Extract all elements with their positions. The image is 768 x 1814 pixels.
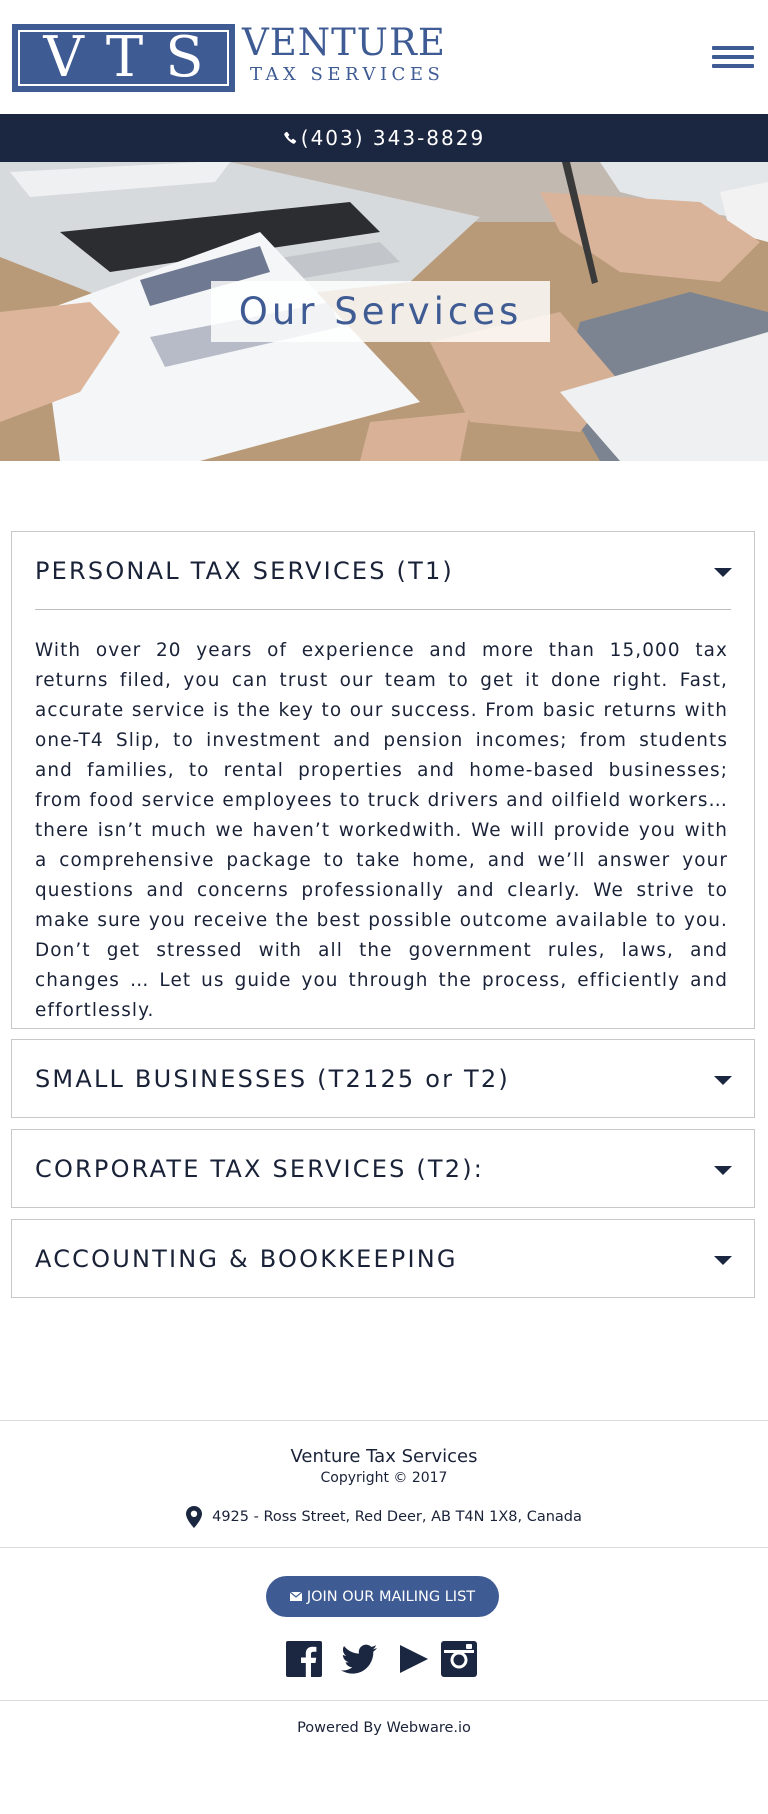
logo-letters: VTS (43, 25, 226, 90)
map-pin-icon (186, 1506, 202, 1528)
join-mailing-list-button[interactable] (266, 1576, 499, 1617)
phone-icon (283, 131, 297, 145)
caret-down-icon[interactable] (714, 1166, 732, 1175)
page-title: Our Services (238, 290, 523, 333)
caret-down-icon[interactable] (714, 568, 732, 577)
hero-title-box (211, 281, 550, 342)
accordion-header-personal-tax[interactable] (12, 532, 754, 609)
footer-divider (0, 1547, 768, 1548)
accordion-header-corporate-tax[interactable] (12, 1130, 754, 1207)
hero-banner (0, 162, 768, 461)
instagram-icon[interactable] (441, 1641, 477, 1677)
address-text: 4925 - Ross Street, Red Deer, AB T4N 1X8, Canada (212, 1509, 582, 1525)
logo[interactable] (12, 24, 235, 92)
accordion-header-small-businesses[interactable] (12, 1040, 754, 1117)
accordion-title: CORPORATE TAX SERVICES (T2): (35, 1154, 485, 1183)
footer-divider (0, 1700, 768, 1701)
site-header (0, 0, 768, 114)
mailing-list-label: JOIN OUR MAILING LIST (306, 1588, 476, 1605)
accordion-small-businesses (11, 1039, 755, 1118)
accordion-title: PERSONAL TAX SERVICES (T1) (35, 556, 454, 585)
brand-name: VENTURE (242, 21, 446, 64)
accordion-header-accounting[interactable] (12, 1220, 754, 1297)
footer-copyright: Copyright © 2017 (320, 1470, 448, 1486)
accordion-body: With over 20 years of experience and more than 15,000 tax returns filed, you can trust our team to get it done right. Fast, accurate service is the key to our success. From basic returns with one-T4 Slip, to investment and pension incomes; from students and families, to rental properties and home-based businesses; from food service employees to truck drivers and oilfield workers… there isn’t much we haven’t workedwith. We will provide you with a comprehensive package to take home, and we’ll answer your questions and concerns professionally and clearly. We strive to make sure you receive the best possible outcome available to you. Don’t get stressed with all the government rules, laws, and changes … Let us guide you through the process, efficiently and effortlessly. (35, 640, 728, 1021)
accordion-title: SMALL BUSINESSES (T2125 or T2) (35, 1064, 510, 1093)
footer-divider (0, 1420, 768, 1421)
caret-down-icon[interactable] (714, 1256, 732, 1265)
footer-address[interactable] (0, 1506, 768, 1528)
hamburger-icon[interactable] (712, 46, 754, 72)
caret-down-icon[interactable] (714, 1076, 732, 1085)
accordion-corporate-tax (11, 1129, 755, 1208)
accordion-title: ACCOUNTING & BOOKKEEPING (35, 1244, 458, 1273)
accordion-personal-tax (11, 531, 755, 1029)
facebook-icon[interactable] (286, 1641, 322, 1677)
footer-company: Venture Tax Services (290, 1446, 478, 1467)
powered-by-link[interactable]: Powered By Webware.io (297, 1720, 471, 1736)
envelope-icon (290, 1592, 302, 1601)
accordion-accounting (11, 1219, 755, 1298)
phone-bar[interactable] (0, 114, 768, 162)
twitter-icon[interactable] (341, 1641, 377, 1677)
youtube-play-icon[interactable] (396, 1641, 432, 1677)
phone-number: (403) 343-8829 (300, 126, 486, 150)
brand-subtitle: TAX SERVICES (250, 64, 445, 85)
